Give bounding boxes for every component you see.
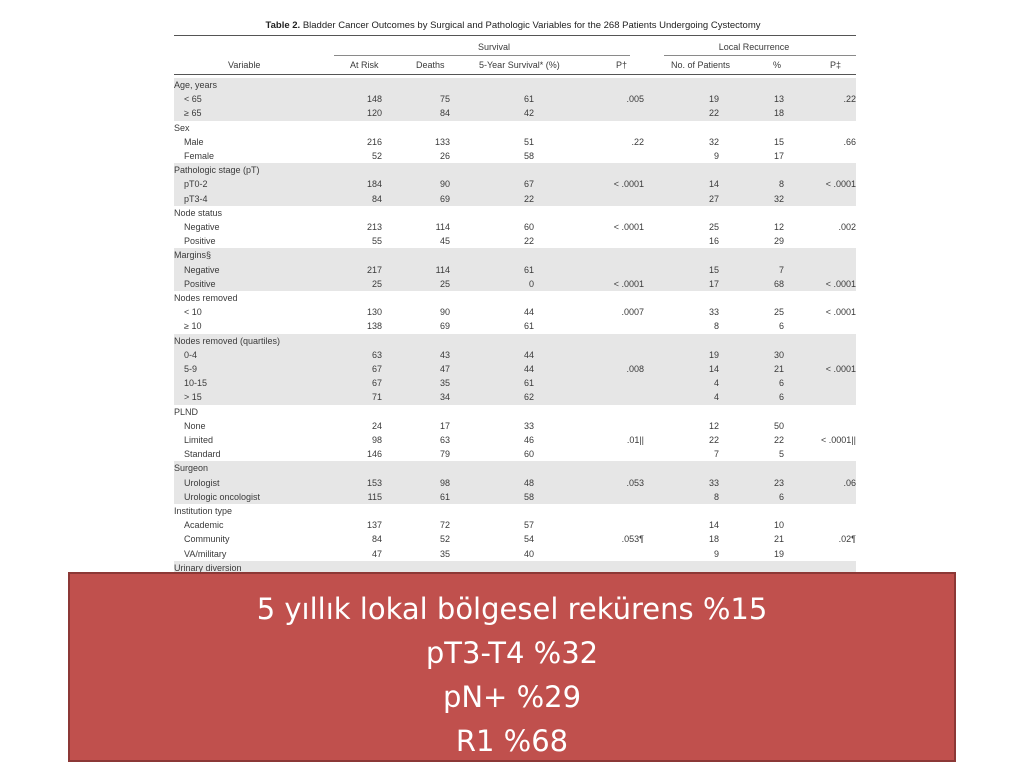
row-label: Negative [184, 264, 220, 275]
col-no-patients: No. of Patients [671, 60, 731, 70]
top-rule [174, 35, 856, 36]
cell-deaths: 114 [435, 264, 450, 275]
row-label: ≥ 65 [184, 108, 202, 119]
cell-at-risk: 84 [371, 193, 382, 204]
cell-p-recurrence: < .0001 [825, 278, 856, 289]
table-row [174, 192, 856, 206]
row-label: Institution type [174, 506, 233, 516]
row-label: Female [184, 151, 215, 161]
cell-at-risk: 25 [371, 278, 382, 289]
cell-p-recurrence: .002 [838, 222, 856, 232]
cell-survival-pct: 0 [528, 278, 534, 289]
cell-patients: 8 [713, 321, 719, 332]
row-label: Nodes removed (quartiles) [174, 335, 281, 346]
local-recurrence-group-header: Local Recurrence [718, 42, 790, 52]
row-label: PLND [174, 406, 199, 417]
row-label: Positive [184, 278, 216, 289]
table-row [174, 220, 856, 234]
cancer-outcomes-table [168, 16, 858, 572]
cell-recurrence-pct: 21 [773, 534, 784, 545]
cell-at-risk: 52 [371, 151, 382, 161]
survival-group-header: Survival [477, 42, 510, 52]
row-label: Urologist [184, 477, 220, 488]
row-label: Positive [184, 236, 216, 247]
row-label: Community [184, 534, 230, 545]
col-p1: P† [616, 60, 628, 70]
row-label: Negative [184, 222, 220, 232]
cell-p-recurrence: .66 [843, 136, 856, 147]
cell-patients: 17 [708, 278, 719, 289]
cell-p-recurrence: < .0001 [825, 364, 856, 374]
cell-deaths: 90 [439, 179, 450, 190]
cell-survival-pct: 22 [523, 193, 534, 204]
table-row [174, 234, 856, 248]
row-label: Male [184, 136, 204, 147]
cell-deaths: 90 [439, 307, 450, 318]
cell-at-risk: 84 [371, 534, 382, 545]
cell-patients: 9 [713, 151, 719, 161]
cell-survival-pct: 44 [523, 349, 534, 360]
cell-at-risk: 213 [366, 222, 382, 232]
cell-deaths: 133 [434, 136, 450, 147]
row-label: Node status [174, 207, 223, 218]
cell-at-risk: 71 [371, 392, 382, 403]
cell-p-recurrence: < .0001 [825, 179, 856, 190]
cell-at-risk: 67 [371, 364, 382, 374]
table-row [174, 277, 856, 291]
cell-at-risk: 55 [371, 236, 382, 247]
cell-deaths: 84 [439, 108, 450, 119]
cell-survival-pct: 46 [523, 435, 534, 445]
row-label: > 15 [184, 392, 202, 403]
cell-p-recurrence: < .0001|| [821, 435, 856, 445]
cell-recurrence-pct: 5 [778, 449, 784, 460]
cell-survival-pct: 57 [523, 520, 534, 531]
summary-callout-box [68, 572, 956, 762]
table-row [174, 263, 856, 277]
row-label: Sex [174, 122, 190, 133]
cell-patients: 14 [708, 364, 719, 374]
cell-survival-pct: 60 [523, 449, 534, 460]
callout-line-r1: R1 %68 [455, 724, 569, 758]
cell-at-risk: 130 [366, 307, 382, 318]
cell-deaths: 35 [439, 378, 450, 389]
table-section-header [174, 504, 856, 518]
cell-p-survival: .008 [626, 364, 644, 374]
cell-patients: 22 [708, 108, 719, 119]
cell-patients: 4 [713, 378, 719, 389]
cell-recurrence-pct: 29 [773, 236, 784, 247]
cell-at-risk: 120 [366, 108, 382, 119]
cell-deaths: 25 [439, 278, 450, 289]
cell-p-recurrence: .22 [843, 94, 856, 105]
cell-deaths: 52 [439, 534, 450, 545]
cell-p-survival: < .0001 [613, 179, 644, 190]
cell-recurrence-pct: 6 [778, 321, 784, 332]
table-row [174, 149, 856, 163]
cell-patients: 14 [708, 179, 719, 190]
row-label: Surgeon [174, 463, 209, 474]
cell-patients: 12 [708, 420, 719, 431]
callout-line-pn-positive: pN+ %29 [442, 680, 582, 714]
cell-recurrence-pct: 23 [773, 477, 784, 488]
cell-survival-pct: 60 [523, 222, 534, 232]
cell-p-survival: < .0001 [613, 278, 644, 289]
cell-recurrence-pct: 68 [773, 278, 784, 289]
cell-at-risk: 217 [366, 264, 382, 275]
cell-deaths: 114 [435, 222, 450, 232]
table-row [174, 362, 856, 376]
cell-p-survival: .053 [626, 477, 644, 488]
cell-at-risk: 216 [366, 136, 382, 147]
table-section-header [174, 163, 856, 177]
cell-at-risk: 24 [371, 420, 382, 431]
cell-recurrence-pct: 6 [778, 392, 784, 403]
cell-recurrence-pct: 6 [778, 378, 784, 389]
table-row [174, 476, 856, 490]
table-caption-number: Table 2. [265, 20, 301, 31]
table-row [174, 376, 856, 390]
table-section-header [174, 334, 856, 348]
cell-at-risk: 148 [366, 94, 382, 105]
cell-survival-pct: 40 [523, 548, 534, 559]
cell-survival-pct: 42 [523, 108, 534, 119]
cell-patients: 15 [708, 264, 719, 275]
table-row [174, 547, 856, 561]
row-label: Limited [184, 435, 214, 445]
table-section-header [174, 248, 856, 262]
table-row [174, 177, 856, 191]
cell-at-risk: 63 [371, 349, 382, 360]
cell-patients: 33 [708, 307, 719, 318]
row-label: Standard [184, 449, 221, 460]
cell-at-risk: 146 [366, 449, 382, 460]
cell-at-risk: 184 [366, 179, 382, 190]
cell-recurrence-pct: 21 [773, 364, 784, 374]
cell-deaths: 35 [439, 548, 450, 559]
cell-patients: 7 [713, 449, 719, 460]
table-row [174, 348, 856, 362]
table-section-header [174, 405, 856, 419]
table-row [174, 532, 856, 546]
cell-survival-pct: 62 [523, 392, 534, 403]
cell-p-survival: .01|| [626, 435, 644, 445]
cell-p-survival: < .0001 [613, 222, 644, 232]
table-section-header [174, 206, 856, 220]
cell-survival-pct: 51 [523, 136, 534, 147]
cell-patients: 33 [708, 477, 719, 488]
cell-at-risk: 67 [371, 378, 382, 389]
cell-deaths: 34 [439, 392, 450, 403]
table-row [174, 319, 856, 333]
cell-recurrence-pct: 25 [773, 307, 784, 318]
row-label: Age, years [174, 80, 218, 90]
table-row [174, 433, 856, 447]
cell-survival-pct: 61 [523, 378, 534, 389]
cell-at-risk: 98 [371, 435, 382, 445]
row-label: 0-4 [184, 349, 198, 360]
cell-survival-pct: 67 [523, 179, 534, 190]
callout-line-recurrence: 5 yıllık lokal bölgesel rekürens %15 [256, 592, 768, 626]
cell-at-risk: 153 [366, 477, 382, 488]
table-row [174, 305, 856, 319]
cell-at-risk: 47 [371, 548, 382, 559]
col-at-risk: At Risk [350, 60, 379, 70]
cell-p-recurrence: < .0001 [825, 307, 856, 318]
cell-survival-pct: 58 [523, 491, 534, 502]
cell-deaths: 72 [439, 520, 450, 531]
row-label: 10-15 [184, 378, 208, 389]
cell-recurrence-pct: 18 [773, 108, 784, 119]
cell-recurrence-pct: 12 [773, 222, 784, 232]
table-section-header [174, 461, 856, 475]
cell-at-risk: 115 [367, 491, 382, 502]
cell-p-survival: .0007 [621, 307, 644, 318]
cell-survival-pct: 61 [523, 94, 534, 105]
cell-deaths: 47 [439, 364, 450, 374]
row-label: None [184, 420, 206, 431]
cell-p-survival: .053¶ [621, 534, 644, 545]
col-variable: Variable [228, 60, 261, 70]
cell-recurrence-pct: 22 [773, 435, 784, 445]
cell-deaths: 75 [439, 94, 450, 105]
col-deaths: Deaths [416, 60, 445, 70]
cell-at-risk: 138 [366, 321, 382, 332]
cell-recurrence-pct: 32 [773, 193, 784, 204]
row-label: Margins§ [174, 250, 212, 261]
col-pct: % [773, 60, 782, 70]
cell-deaths: 79 [439, 449, 450, 460]
cell-recurrence-pct: 7 [778, 264, 784, 275]
table-row [174, 106, 856, 120]
cell-patients: 32 [708, 136, 719, 147]
cell-patients: 19 [708, 349, 719, 360]
row-label: ≥ 10 [184, 321, 202, 332]
cell-patients: 27 [708, 193, 719, 204]
row-label: pT3-4 [184, 193, 208, 204]
col-5yr-survival: 5-Year Survival* (%) [479, 60, 560, 70]
cell-patients: 9 [713, 548, 719, 559]
table-section-header [174, 561, 856, 572]
table-row [174, 419, 856, 433]
table-section-header [174, 121, 856, 135]
row-label: VA/military [184, 548, 227, 559]
cell-recurrence-pct: 15 [773, 136, 784, 147]
cell-deaths: 26 [439, 151, 450, 161]
cell-survival-pct: 61 [523, 264, 534, 275]
cell-patients: 25 [708, 222, 719, 232]
cell-recurrence-pct: 17 [773, 151, 784, 161]
row-label: Urologic oncologist [184, 491, 261, 502]
row-label: Pathologic stage (pT) [174, 165, 260, 176]
row-label: Academic [184, 520, 224, 531]
cell-survival-pct: 54 [523, 534, 534, 545]
table-row [174, 390, 856, 404]
cell-survival-pct: 22 [523, 236, 534, 247]
cell-deaths: 69 [439, 193, 450, 204]
cell-patients: 4 [713, 392, 719, 403]
cell-patients: 19 [708, 94, 719, 105]
table-section-header [174, 78, 856, 92]
cell-deaths: 63 [439, 435, 450, 445]
table-section-header [174, 291, 856, 305]
cell-recurrence-pct: 8 [778, 179, 784, 190]
table-row [174, 92, 856, 106]
cell-recurrence-pct: 50 [773, 420, 784, 431]
cell-deaths: 69 [439, 321, 450, 332]
table-row [174, 518, 856, 532]
cell-patients: 16 [708, 236, 719, 247]
cell-recurrence-pct: 10 [773, 520, 784, 531]
cell-survival-pct: 33 [523, 420, 534, 431]
col-p2: P‡ [830, 60, 842, 70]
cell-survival-pct: 48 [523, 477, 534, 488]
header-rule [174, 74, 856, 75]
cell-p-recurrence: .02¶ [838, 534, 856, 545]
row-label: < 65 [184, 94, 202, 105]
table-caption [168, 20, 858, 31]
table-row [174, 135, 856, 149]
cell-deaths: 98 [439, 477, 450, 488]
cell-p-survival: .005 [626, 94, 644, 105]
cell-recurrence-pct: 13 [773, 94, 784, 105]
row-label: Urinary diversion [174, 562, 242, 572]
cell-recurrence-pct: 30 [773, 349, 784, 360]
table-row [174, 447, 856, 461]
survival-group-rule [334, 55, 630, 56]
cell-at-risk: 137 [366, 520, 382, 531]
cell-survival-pct: 44 [523, 307, 534, 318]
local-recurrence-group-rule [664, 55, 856, 56]
cell-p-recurrence: .06 [843, 477, 856, 488]
row-label: Nodes removed [174, 293, 238, 303]
row-label: 5-9 [184, 364, 198, 374]
row-label: < 10 [184, 307, 202, 318]
cell-patients: 14 [708, 520, 719, 531]
callout-line-pt3-t4: pT3-T4 %32 [425, 636, 599, 670]
cell-p-survival: .22 [631, 136, 644, 147]
row-label: pT0-2 [184, 179, 208, 190]
cell-deaths: 17 [439, 420, 450, 431]
table-caption-text: Bladder Cancer Outcomes by Surgical and Pathologic Variables for the 268 Patients Undergoing Cystectomy [302, 20, 761, 31]
cell-patients: 8 [713, 491, 719, 502]
cell-deaths: 61 [439, 491, 450, 502]
cell-survival-pct: 44 [523, 364, 534, 374]
cell-patients: 18 [708, 534, 719, 545]
cell-survival-pct: 61 [523, 321, 534, 332]
cell-deaths: 45 [439, 236, 450, 247]
cell-recurrence-pct: 6 [778, 491, 784, 502]
cell-recurrence-pct: 19 [773, 548, 784, 559]
cell-patients: 22 [708, 435, 719, 445]
cell-survival-pct: 58 [523, 151, 534, 161]
cell-deaths: 43 [439, 349, 450, 360]
table-row [174, 490, 856, 504]
